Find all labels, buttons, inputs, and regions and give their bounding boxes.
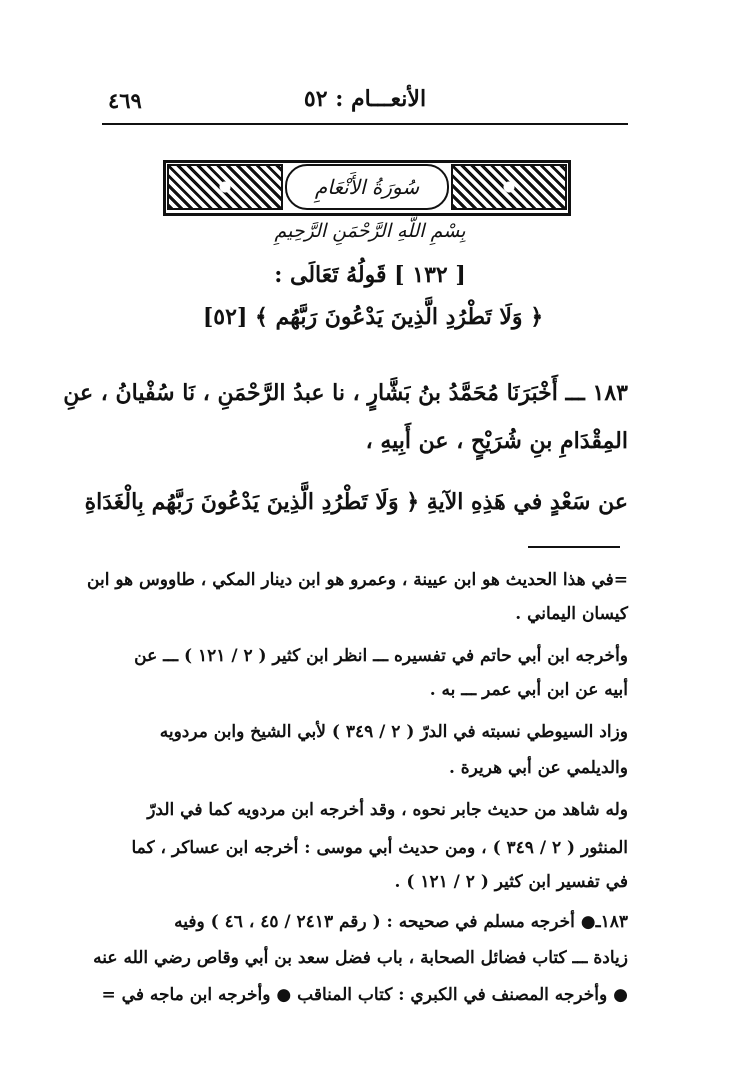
hadith-line: ١٨٣ ـــ أَخْبَرَنَا مُحَمَّدُ بنُ بَشَّارٍ ، نا عبدُ الرَّحْمَنِ ، نَا سُفْيانُ ، عنِ xyxy=(63,380,628,406)
surah-cartouche xyxy=(285,164,449,210)
arabesque-ornament-right xyxy=(451,164,567,210)
footnote-line: وأخرجه ابن أبي حاتم في تفسيره ـــ انظر ابن كثير ( ٢ / ١٢١ ) ـــ عن xyxy=(134,646,628,666)
verse-heading: [ ١٣٢ ] قَولُهُ تَعَالَى : xyxy=(274,262,466,288)
running-title: الأنعـــام : ٥٢ xyxy=(303,86,427,112)
basmala: بِسْمِ اللَّهِ الرَّحْمَنِ الرَّحِيمِ xyxy=(274,220,466,242)
footnote-line: زيادة ـــ كتاب فضائل الصحابة ، باب فضل سعد بن أبي وقاص رضي الله عنه xyxy=(93,948,628,968)
header-rule xyxy=(102,123,628,125)
footnote-line: =في هذا الحديث هو ابن عيينة ، وعمرو هو ابن دينار المكي ، طاووس هو ابن xyxy=(87,570,628,590)
footnote-line: في تفسير ابن كثير ( ٢ / ١٢١ ) . xyxy=(394,872,628,892)
footnote-line: وله شاهد من حديث جابر نحوه ، وقد أخرجه ابن مردويه كما في الدرّ xyxy=(147,800,628,820)
surah-title: سُورَةُ الأَنْعَامِ xyxy=(314,175,420,199)
footnote-line: كيسان اليماني . xyxy=(515,604,628,624)
footnote-line: وزاد السيوطي نسبته في الدرّ ( ٢ / ٣٤٩ ) لأبي الشيخ وابن مردويه xyxy=(159,722,628,742)
footnote-line: ١٨٣ـ● أخرجه مسلم في صحيحه : ( رقم ٢٤١٣ / ٤٥ ، ٤٦ ) وفيه xyxy=(174,912,628,932)
hadith-line: المِقْدَامِ بنِ شُرَيْحٍ ، عن أَبِيهِ ، xyxy=(365,428,628,454)
hadith-line: عن سَعْدٍ في هَذِهِ الآيةِ ﴿ وَلَا تَطْرُدِ الَّذِينَ يَدْعُونَ رَبَّهُم بِالْغَدَاةِ xyxy=(84,489,628,515)
verse-text: ﴿ وَلَا تَطْرُدِ الَّذِينَ يَدْعُونَ رَبَّهُم ﴾ [٥٢] xyxy=(202,304,544,330)
page-number: ٤٦٩ xyxy=(108,88,142,113)
footnote-separator xyxy=(528,546,620,548)
footnote-line: والديلمي عن أبي هريرة . xyxy=(448,758,628,778)
footnote-line: أبيه عن ابن أبي عمر ـــ به . xyxy=(429,680,628,700)
footnote-line: المنثور ( ٢ / ٣٤٩ ) ، ومن حديث أبي موسى : أخرجه ابن عساكر ، كما xyxy=(131,838,628,858)
arabesque-ornament-left xyxy=(167,164,283,210)
footnote-line: ● وأخرجه المصنف في الكبري : كتاب المناقب ● وأخرجه ابن ماجه في = xyxy=(101,985,628,1005)
running-head xyxy=(100,86,630,116)
surah-banner xyxy=(163,160,571,216)
